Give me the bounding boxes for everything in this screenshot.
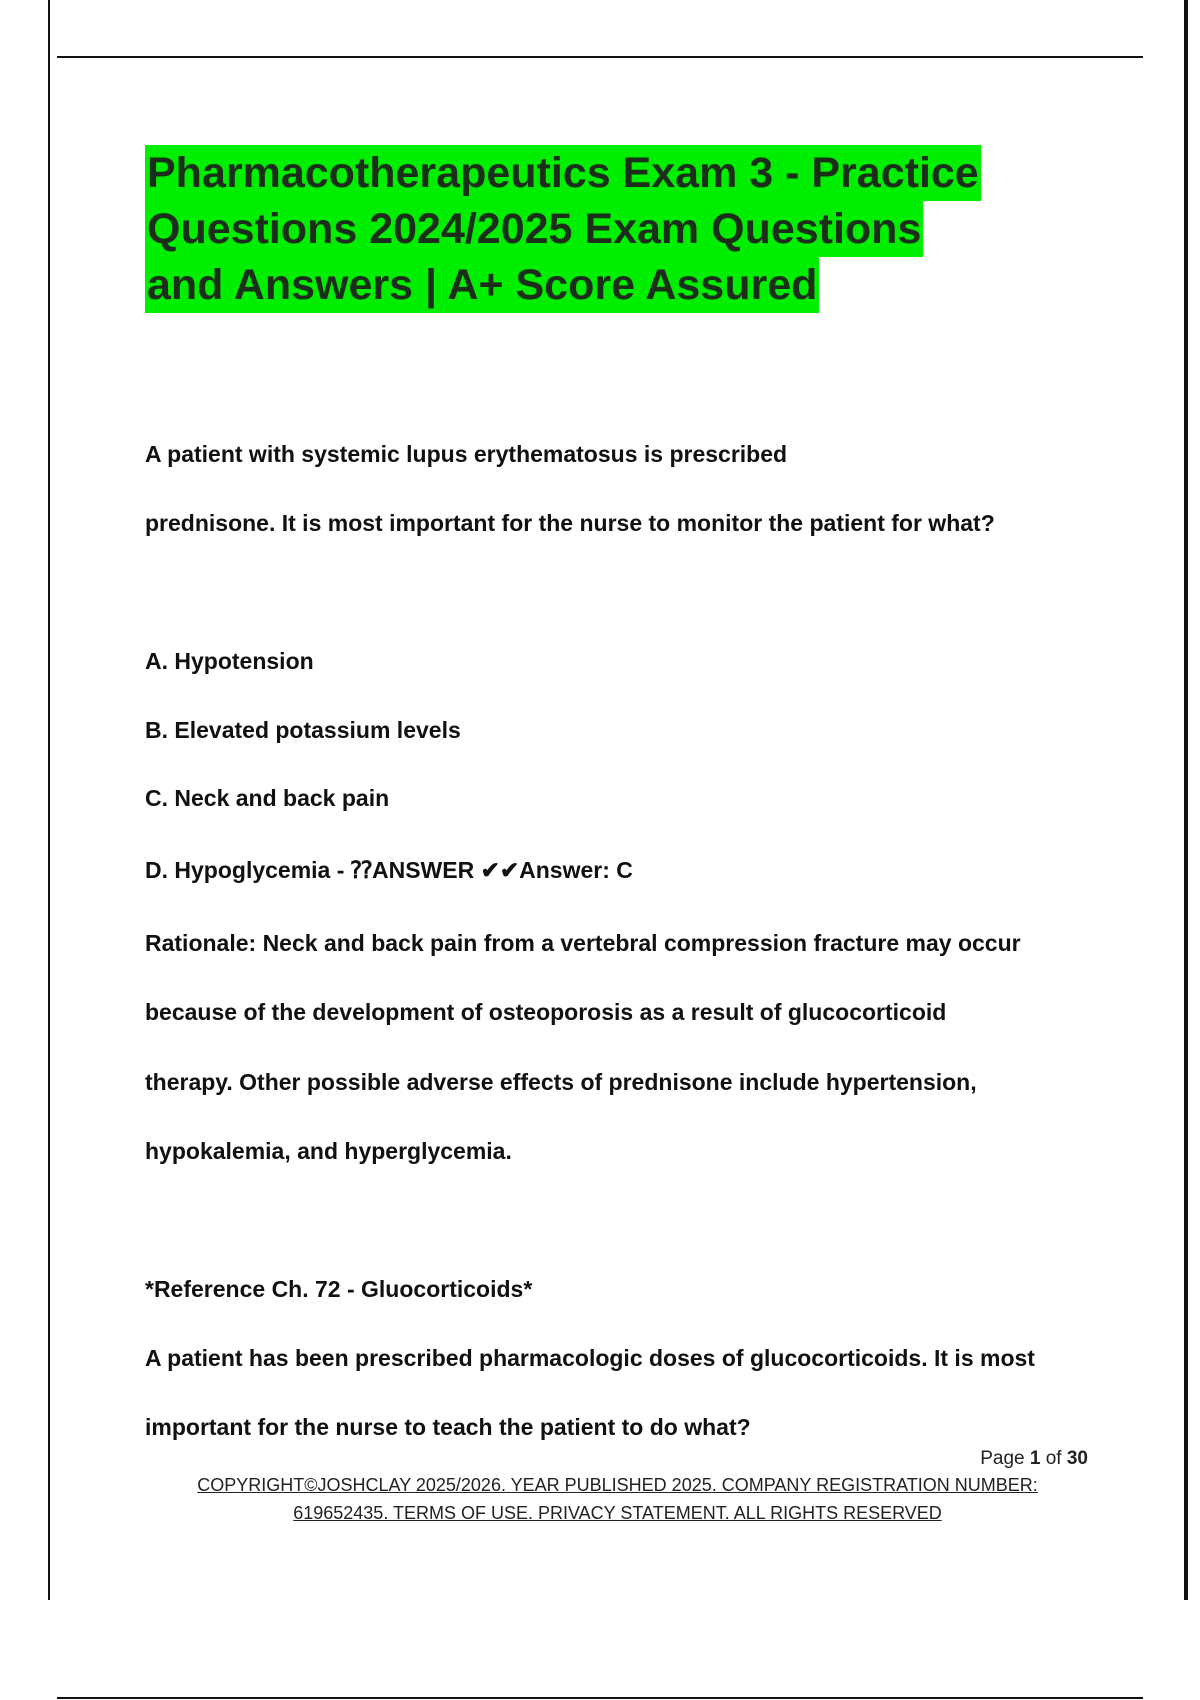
question-1-stem-line-1: A patient with systemic lupus erythematosus is prescribed bbox=[145, 441, 788, 467]
page-of: of bbox=[1045, 1448, 1062, 1469]
reference-line: *Reference Ch. 72 - Gluocorticoids* bbox=[145, 1276, 533, 1302]
page-current: 1 bbox=[1029, 1448, 1041, 1469]
rationale-line-2: because of the development of osteoporosis as a result of glucocorticoid bbox=[145, 999, 947, 1025]
copyright-line-1: COPYRIGHT©JOSHCLAY 2025/2026. YEAR PUBLISHED 2025. COMPANY REGISTRATION NUMBER: bbox=[197, 1475, 1038, 1495]
copyright-line-2: 619652435. TERMS OF USE. PRIVACY STATEMENT. ALL RIGHTS RESERVED bbox=[293, 1503, 942, 1523]
option-a: A. Hypotension bbox=[145, 648, 314, 674]
title-line-2: Questions 2024/2025 Exam Questions bbox=[145, 201, 923, 257]
question-2-stem-line-1: A patient has been prescribed pharmacologic doses of glucocorticoids. It is most bbox=[145, 1345, 1035, 1371]
footer-rule bbox=[57, 1697, 1143, 1699]
title-line-3: and Answers | A+ Score Assured bbox=[145, 257, 819, 313]
header-rule bbox=[57, 56, 1143, 58]
option-d-answer: D. Hypoglycemia - ⁇ANSWER ✔✔Answer: C bbox=[145, 857, 633, 883]
title-line-1: Pharmacotherapeutics Exam 3 - Practice bbox=[145, 145, 981, 201]
page-label: Page bbox=[980, 1448, 1025, 1469]
page-number bbox=[980, 1448, 1088, 1470]
rationale-line-3: therapy. Other possible adverse effects of prednisone include hypertension, bbox=[145, 1069, 977, 1095]
option-c: C. Neck and back pain bbox=[145, 785, 390, 811]
question-2-stem-line-2: important for the nurse to teach the patient to do what? bbox=[145, 1414, 751, 1440]
option-b: B. Elevated potassium levels bbox=[145, 717, 461, 743]
page-border-right bbox=[1184, 0, 1188, 1600]
page-total: 30 bbox=[1066, 1448, 1088, 1469]
page-border-left bbox=[48, 0, 50, 1600]
rationale-line-1: Rationale: Neck and back pain from a vertebral compression fracture may occur bbox=[145, 930, 1021, 956]
rationale-line-4: hypokalemia, and hyperglycemia. bbox=[145, 1138, 512, 1164]
document-title bbox=[145, 145, 1105, 313]
question-1-stem-line-2: prednisone. It is most important for the nurse to monitor the patient for what? bbox=[145, 510, 995, 536]
